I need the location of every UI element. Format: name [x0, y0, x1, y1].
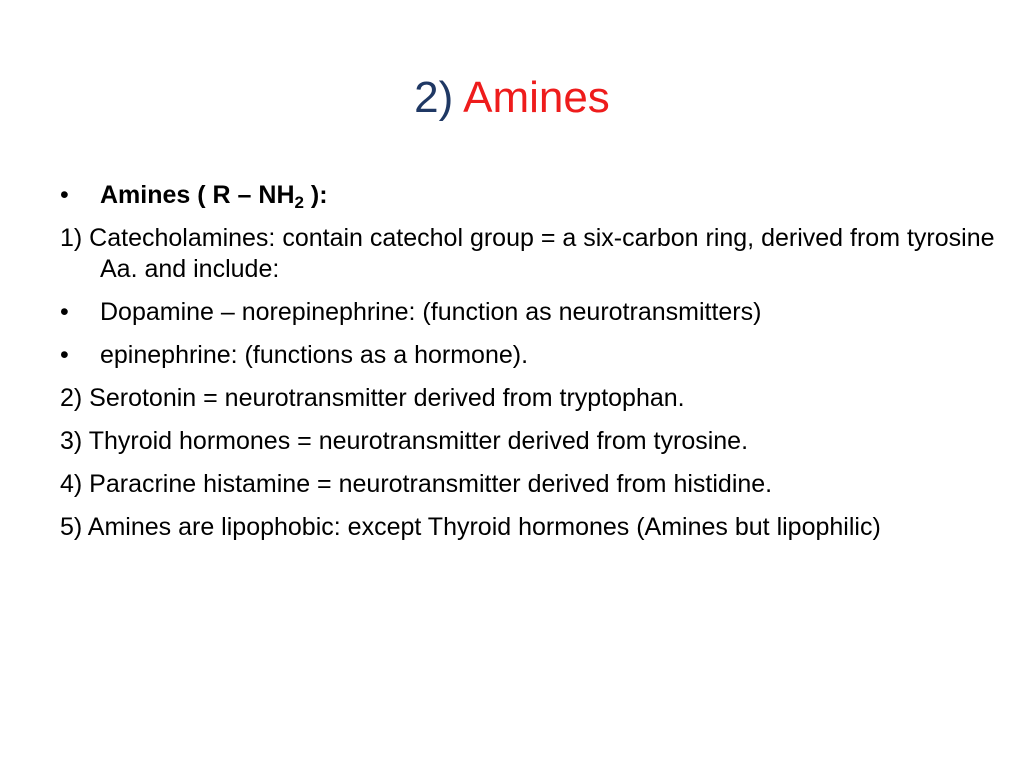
heading-nh: NH [258, 181, 295, 209]
serotonin-paragraph: 2) Serotonin = neurotransmitter derived from tryptophan. [60, 384, 685, 412]
slide-title [0, 62, 1024, 134]
heading-subscript: 2 [294, 193, 304, 212]
thyroid-paragraph: 3) Thyroid hormones = neurotransmitter derived from tyrosine. [60, 427, 749, 455]
catecholamines-paragraph: 1) Catecholamines: contain catechol group = a six-carbon ring, derived from tyrosine Aa. and include: [60, 224, 995, 283]
slide-body [60, 180, 1000, 555]
bullet-text: Dopamine – norepinephrine: (function as neurotransmitters) [100, 298, 762, 326]
histamine-paragraph: 4) Paracrine histamine = neurotransmitter derived from histidine. [60, 470, 773, 498]
heading-prefix: Amines ( R [100, 181, 231, 209]
heading-suffix: ): [303, 181, 328, 209]
title-word: Amines [463, 73, 610, 122]
bullet-icon: • [60, 341, 69, 369]
heading-bullet-line [60, 180, 1000, 211]
dopamine-bullet [60, 297, 1000, 328]
heading-dash: – [230, 181, 259, 209]
bullet-text: epinephrine: (functions as a hormone). [100, 341, 529, 369]
title-number: 2) [414, 73, 454, 122]
amines-heading [100, 180, 1000, 211]
epinephrine-bullet [60, 340, 1000, 371]
bullet-icon: • [60, 298, 69, 326]
lipophobic-paragraph: 5) Amines are lipophobic: except Thyroid hormones (Amines but lipophilic) [60, 513, 881, 541]
bullet-icon: • [60, 181, 69, 209]
